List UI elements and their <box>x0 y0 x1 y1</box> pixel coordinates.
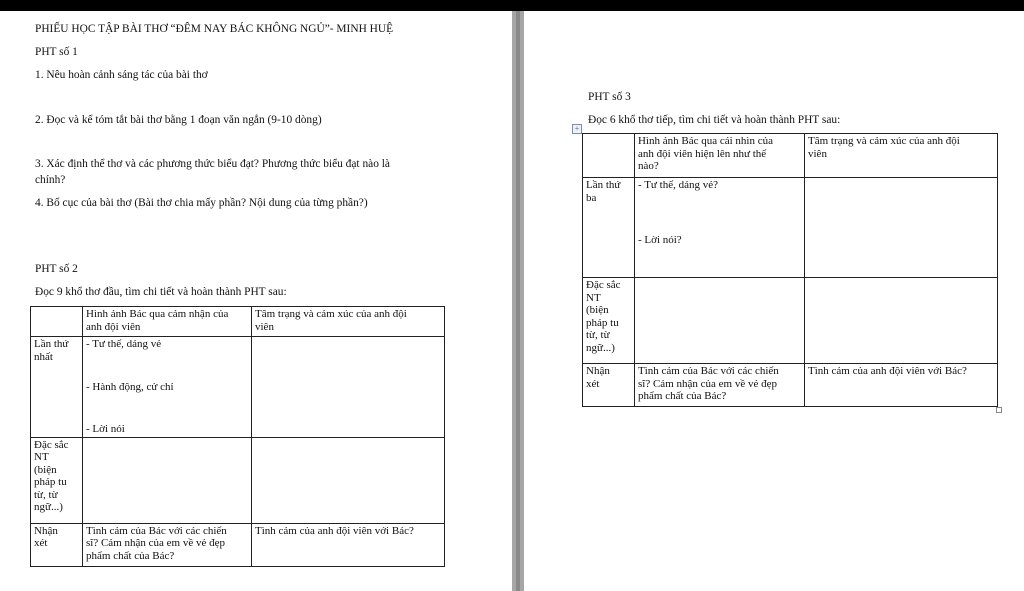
document-page-right <box>524 11 1024 591</box>
table-header-row <box>31 307 445 337</box>
question-3-line1: 3. Xác định thể thơ và các phương thức biểu đạt? Phương thức biểu đạt nào là <box>35 158 390 170</box>
pht2-table <box>30 306 445 567</box>
table-header-empty[interactable] <box>583 134 635 178</box>
table-header-row <box>583 134 998 178</box>
cell-item: - Tư thế, dáng vẻ <box>86 338 162 350</box>
table-row <box>583 178 998 278</box>
table-row <box>31 437 445 523</box>
pht3-instruction: Đọc 6 khổ thơ tiếp, tìm chi tiết và hoàn thành PHT sau: <box>588 114 841 126</box>
pht2-heading: PHT số 2 <box>35 263 78 275</box>
table-cell[interactable] <box>805 278 998 364</box>
row-label[interactable]: Đặc sắc NT (biện pháp tu từ, từ ngữ...) <box>31 437 83 523</box>
table-cell[interactable]: Tình cảm của Bác với các chiến sĩ? Cảm nhận của em về vẻ đẹp phẩm chất của Bác? <box>83 523 252 566</box>
table-cell[interactable] <box>805 178 998 278</box>
table-header-cell[interactable]: Hình ảnh Bác qua cảm nhận của anh đội viên <box>83 307 252 337</box>
top-black-bar <box>0 0 1024 11</box>
table-cell[interactable] <box>83 337 252 438</box>
table-move-handle-icon[interactable]: + <box>572 124 582 134</box>
cell-item: - Lời nói <box>86 423 125 435</box>
row-label[interactable]: Đặc sắc NT (biện pháp tu từ, từ ngữ...) <box>583 278 635 364</box>
page-separator-line <box>516 11 520 591</box>
table-header-cell[interactable]: Tâm trạng và cảm xúc của anh đội viên <box>805 134 998 178</box>
row-label[interactable]: Nhận xét <box>583 364 635 407</box>
table-cell[interactable] <box>252 437 445 523</box>
table-cell[interactable]: Tình cảm của anh đội viên với Bác? <box>805 364 998 407</box>
cell-item: - Tư thế, dáng vẻ? <box>638 179 718 191</box>
pht1-heading: PHT số 1 <box>35 46 78 58</box>
table-cell[interactable]: Tình cảm của Bác với các chiến sĩ? Cảm nhận của em về vẻ đẹp phẩm chất của Bác? <box>635 364 805 407</box>
pht3-heading: PHT số 3 <box>588 91 631 103</box>
table-row <box>31 337 445 438</box>
table-header-empty[interactable] <box>31 307 83 337</box>
document-page-left <box>0 11 512 591</box>
question-2: 2. Đọc và kể tóm tắt bài thơ bằng 1 đoạn văn ngắn (9-10 dòng) <box>35 114 322 126</box>
table-row <box>31 523 445 566</box>
row-label[interactable]: Lần thứ nhất <box>31 337 83 438</box>
table-header-cell[interactable]: Tâm trạng và cảm xúc của anh đội viên <box>252 307 445 337</box>
table-resize-handle-icon[interactable] <box>996 407 1002 413</box>
table-row <box>583 278 998 364</box>
table-cell[interactable] <box>635 278 805 364</box>
table-cell[interactable]: Tình cảm của anh đội viên với Bác? <box>252 523 445 566</box>
page-separator <box>512 11 524 591</box>
question-1: 1. Nêu hoàn cảnh sáng tác của bài thơ <box>35 69 208 81</box>
pht2-instruction: Đọc 9 khổ thơ đầu, tìm chi tiết và hoàn thành PHT sau: <box>35 286 287 298</box>
table-header-cell[interactable]: Hình ảnh Bác qua cái nhìn của anh đội viên hiện lên như thế nào? <box>635 134 805 178</box>
cell-item: - Hành động, cử chỉ <box>86 380 174 393</box>
row-label[interactable]: Lần thứ ba <box>583 178 635 278</box>
table-cell[interactable] <box>252 337 445 438</box>
table-cell[interactable] <box>83 437 252 523</box>
question-3-line2: chính? <box>35 174 66 186</box>
table-cell[interactable] <box>635 178 805 278</box>
pht3-table <box>582 133 998 407</box>
table-row <box>583 364 998 407</box>
cell-item: - Lời nói? <box>638 233 682 246</box>
worksheet-title: PHIẾU HỌC TẬP BÀI THƠ “ĐÊM NAY BÁC KHÔNG NGỦ”- MINH HUỆ <box>35 23 394 35</box>
question-4: 4. Bố cục của bài thơ (Bài thơ chia mấy phần? Nội dung của từng phần?) <box>35 197 368 209</box>
row-label[interactable]: Nhận xét <box>31 523 83 566</box>
